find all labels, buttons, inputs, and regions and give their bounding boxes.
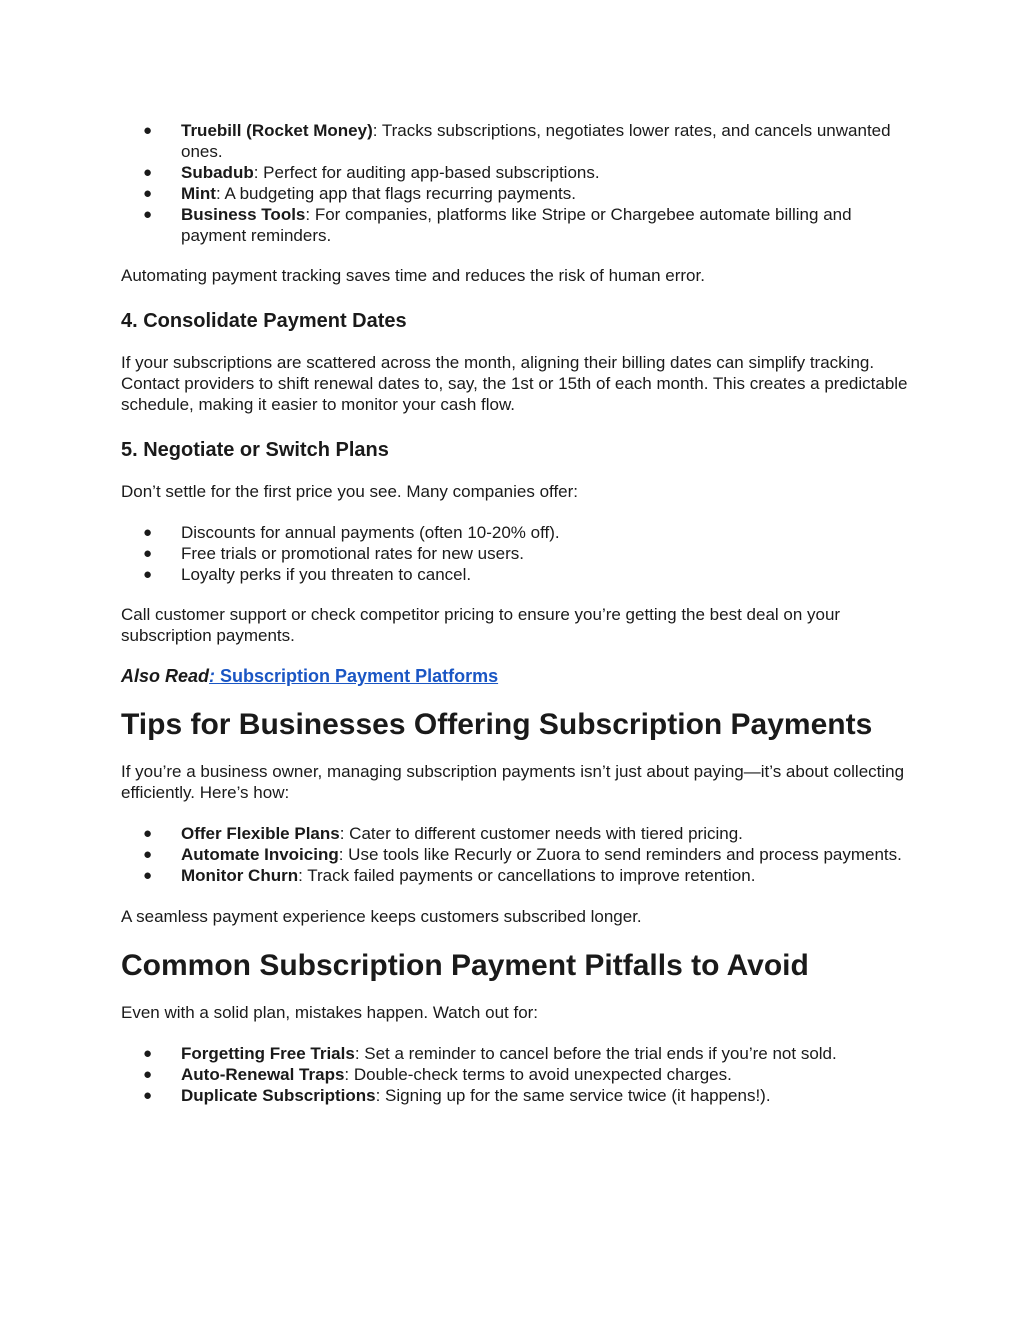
list-item-term: Automate Invoicing bbox=[181, 845, 339, 864]
bullet-icon: ● bbox=[143, 1066, 153, 1083]
business-list bbox=[121, 823, 911, 886]
also-read-link[interactable] bbox=[209, 666, 498, 686]
heading-tips: Tips for Businesses Offering Subscription Payments bbox=[121, 708, 873, 741]
also-read-colon: : bbox=[209, 666, 221, 686]
list-item-term: Mint bbox=[181, 184, 216, 203]
paragraph-even: Even with a solid plan, mistakes happen. Watch out for: bbox=[121, 1003, 539, 1022]
bullet-icon: ● bbox=[143, 1045, 153, 1062]
paragraph-business: If you’re a business owner, managing subscription payments isn’t just about paying—it’s about collecting efficiently. Here’s how: bbox=[121, 762, 905, 802]
paragraph-seamless: A seamless payment experience keeps customers subscribed longer. bbox=[121, 907, 642, 926]
list-item-text: : Cater to different customer needs with tiered pricing. bbox=[339, 824, 743, 843]
also-read-link-text: Subscription Payment Platforms bbox=[220, 666, 499, 686]
list-item-text: : Tracks subscriptions, negotiates lower rates, and cancels unwanted ones. bbox=[181, 121, 891, 161]
list-item bbox=[121, 1043, 911, 1064]
list-item-text: : Use tools like Recurly or Zuora to send reminders and process payments. bbox=[338, 845, 902, 864]
pitfalls-list bbox=[121, 1043, 911, 1106]
heading-negotiate: 5. Negotiate or Switch Plans bbox=[121, 439, 389, 461]
list-item-text: Loyalty perks if you threaten to cancel. bbox=[181, 565, 472, 584]
bullet-icon: ● bbox=[143, 825, 153, 842]
list-item-term: Offer Flexible Plans bbox=[181, 824, 340, 843]
list-item bbox=[121, 162, 911, 183]
list-item bbox=[121, 844, 911, 865]
list-item-text: Discounts for annual payments (often 10-20% off). bbox=[181, 523, 560, 542]
list-item-term: Monitor Churn bbox=[181, 866, 299, 885]
list-item-term: Business Tools bbox=[181, 205, 306, 224]
list-item-term: Duplicate Subscriptions bbox=[181, 1086, 376, 1105]
list-item-term: Forgetting Free Trials bbox=[181, 1044, 355, 1063]
bullet-icon: ● bbox=[143, 185, 153, 202]
bullet-icon: ● bbox=[143, 206, 153, 223]
list-item bbox=[121, 865, 911, 886]
also-read bbox=[121, 665, 911, 687]
bullet-icon: ● bbox=[143, 1087, 153, 1104]
paragraph-automating: Automating payment tracking saves time and reduces the risk of human error. bbox=[121, 266, 705, 285]
heading-pitfalls: Common Subscription Payment Pitfalls to Avoid bbox=[121, 949, 809, 982]
paragraph-settle: Don’t settle for the first price you see. Many companies offer: bbox=[121, 482, 579, 501]
heading-consolidate: 4. Consolidate Payment Dates bbox=[121, 310, 407, 332]
paragraph-consolidate: If your subscriptions are scattered across the month, aligning their billing dates can simplify tracking. Contact providers to shift renewal dates to, say, the 1st or 15th of each month. This creates a predictable schedule, making it easier to monitor your cash flow. bbox=[121, 353, 908, 414]
also-read-label: Also Read bbox=[121, 666, 210, 686]
list-item-text: : Track failed payments or cancellations to improve retention. bbox=[298, 866, 756, 885]
list-item bbox=[121, 120, 911, 162]
bullet-icon: ● bbox=[143, 545, 153, 562]
list-item-text: : Signing up for the same service twice (it happens!). bbox=[375, 1086, 771, 1105]
bullet-icon: ● bbox=[143, 122, 153, 139]
list-item-text: : For companies, platforms like Stripe or Chargebee automate billing and payment reminders. bbox=[181, 205, 852, 245]
list-item-text: : A budgeting app that flags recurring payments. bbox=[215, 184, 577, 203]
list-item bbox=[121, 1064, 911, 1085]
bullet-icon: ● bbox=[143, 867, 153, 884]
list-item-term: Auto-Renewal Traps bbox=[181, 1065, 345, 1084]
list-item-text: : Set a reminder to cancel before the trial ends if you’re not sold. bbox=[354, 1044, 837, 1063]
document-page bbox=[121, 118, 911, 1106]
list-item-text: Free trials or promotional rates for new users. bbox=[181, 544, 524, 563]
bullet-icon: ● bbox=[143, 524, 153, 541]
list-item-text: : Double-check terms to avoid unexpected charges. bbox=[344, 1065, 732, 1084]
list-item bbox=[121, 564, 911, 585]
list-item bbox=[121, 522, 911, 543]
paragraph-call: Call customer support or check competitor pricing to ensure you’re getting the best deal on your subscription payments. bbox=[121, 605, 841, 645]
bullet-icon: ● bbox=[143, 846, 153, 863]
list-item bbox=[121, 183, 911, 204]
list-item bbox=[121, 204, 911, 246]
bullet-icon: ● bbox=[143, 164, 153, 181]
list-item bbox=[121, 823, 911, 844]
list-item-term: Subadub bbox=[181, 163, 254, 182]
list-item bbox=[121, 1085, 911, 1106]
offers-list bbox=[121, 522, 911, 585]
tools-list bbox=[121, 120, 911, 246]
bullet-icon: ● bbox=[143, 566, 153, 583]
list-item-text: : Perfect for auditing app-based subscriptions. bbox=[253, 163, 600, 182]
list-item-term: Truebill (Rocket Money) bbox=[181, 121, 373, 140]
list-item bbox=[121, 543, 911, 564]
